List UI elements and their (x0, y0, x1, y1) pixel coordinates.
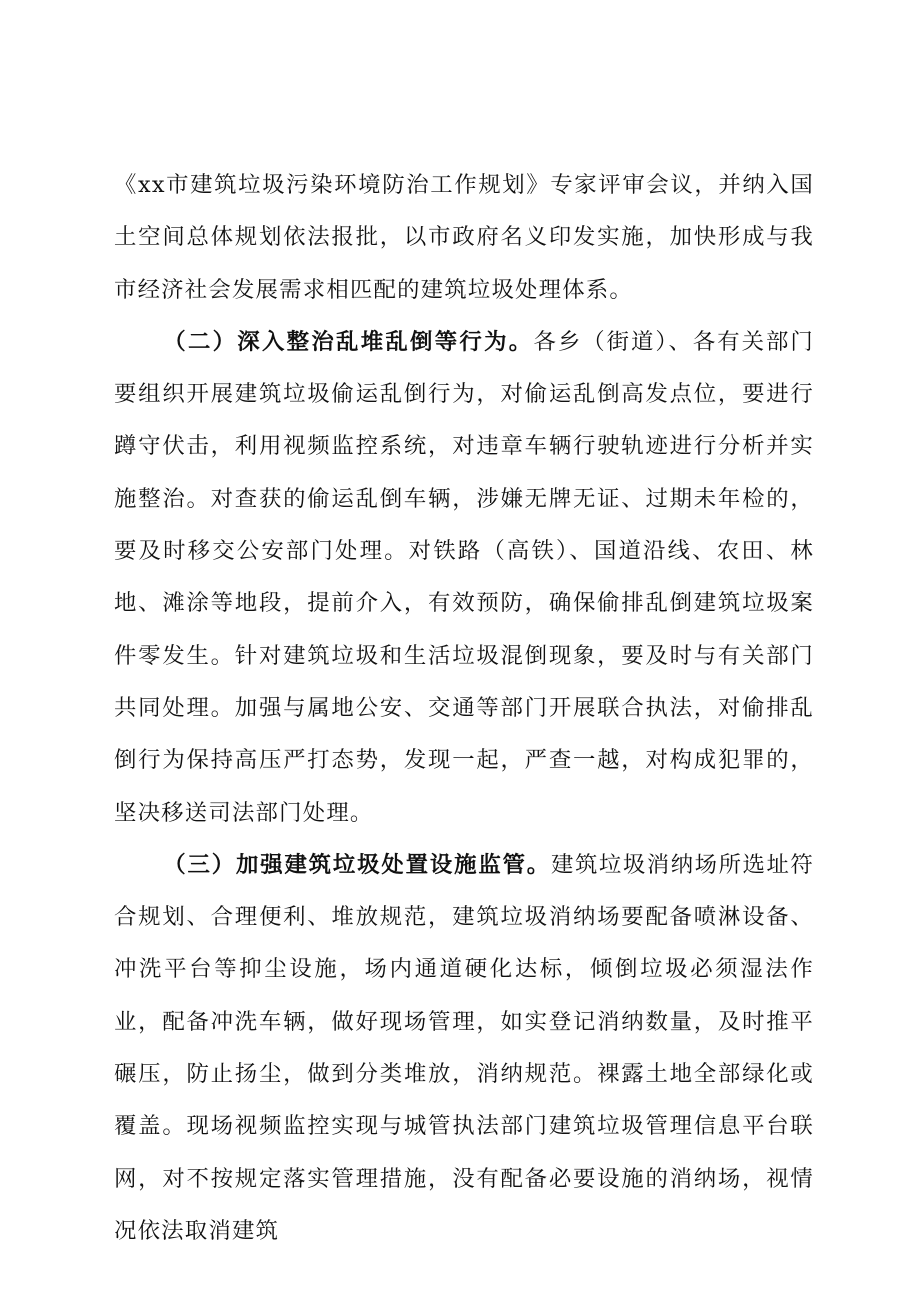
paragraph-continuation (114, 159, 814, 316)
paragraph-section-2 (114, 316, 814, 839)
paragraph-text: 各乡（街道）、各有关部门要组织开展建筑垃圾偷运乱倒行为，对偷运乱倒高发点位，要进行蹲守伏击，利用视频监控系统，对违章车辆行驶轨迹进行分析并实施整治。对查获的偷运乱倒车辆，涉嫌无牌无证、过期未年检的，要及时移交公安部门处理。对铁路（高铁）、国道沿线、农田、林地、滩涂等地段，提前介入，有效预防，确保偷排乱倒建筑垃圾案件零发生。针对建筑垃圾和生活垃圾混倒现象，要及时与有关部门共同处理。加强与属地公安、交通等部门开展联合执法，对偷排乱倒行为保持高压严打态势，发现一起，严查一越，对构成犯罪的，坚决移送司法部门处理。 (114, 328, 815, 826)
paragraph-text: 《xx市建筑垃圾污染环境防治工作规划》专家评审会议，并纳入国土空间总体规划依法报批，以市政府名义印发实施，加快形成与我市经济社会发展需求相匹配的建筑垃圾处理体系。 (114, 172, 814, 303)
section-heading: （三）加强建筑垃圾处置设施监管。 (163, 851, 552, 878)
paragraph-text: 建筑垃圾消纳场所选址符合规划、合理便利、堆放规范，建筑垃圾消纳场要配备喷淋设备、冲洗平台等抑尘设施，场内通道硬化达标，倾倒垃圾必须湿法作业，配备冲洗车辆，做好现场管理，如实登记消纳数量，及时推平碾压，防止扬尘，做到分类堆放，消纳规范。裸露土地全部绿化或覆盖。现场视频监控实现与城管执法部门建筑垃圾管理信息平台联网，对不按规定落实管理措施，没有配备必要设施的消纳场，视情况依法取消建筑 (114, 851, 814, 1244)
document-body (114, 159, 814, 1257)
section-heading: （二）深入整治乱堆乱倒等行为。 (163, 328, 534, 355)
paragraph-section-3 (114, 839, 814, 1257)
